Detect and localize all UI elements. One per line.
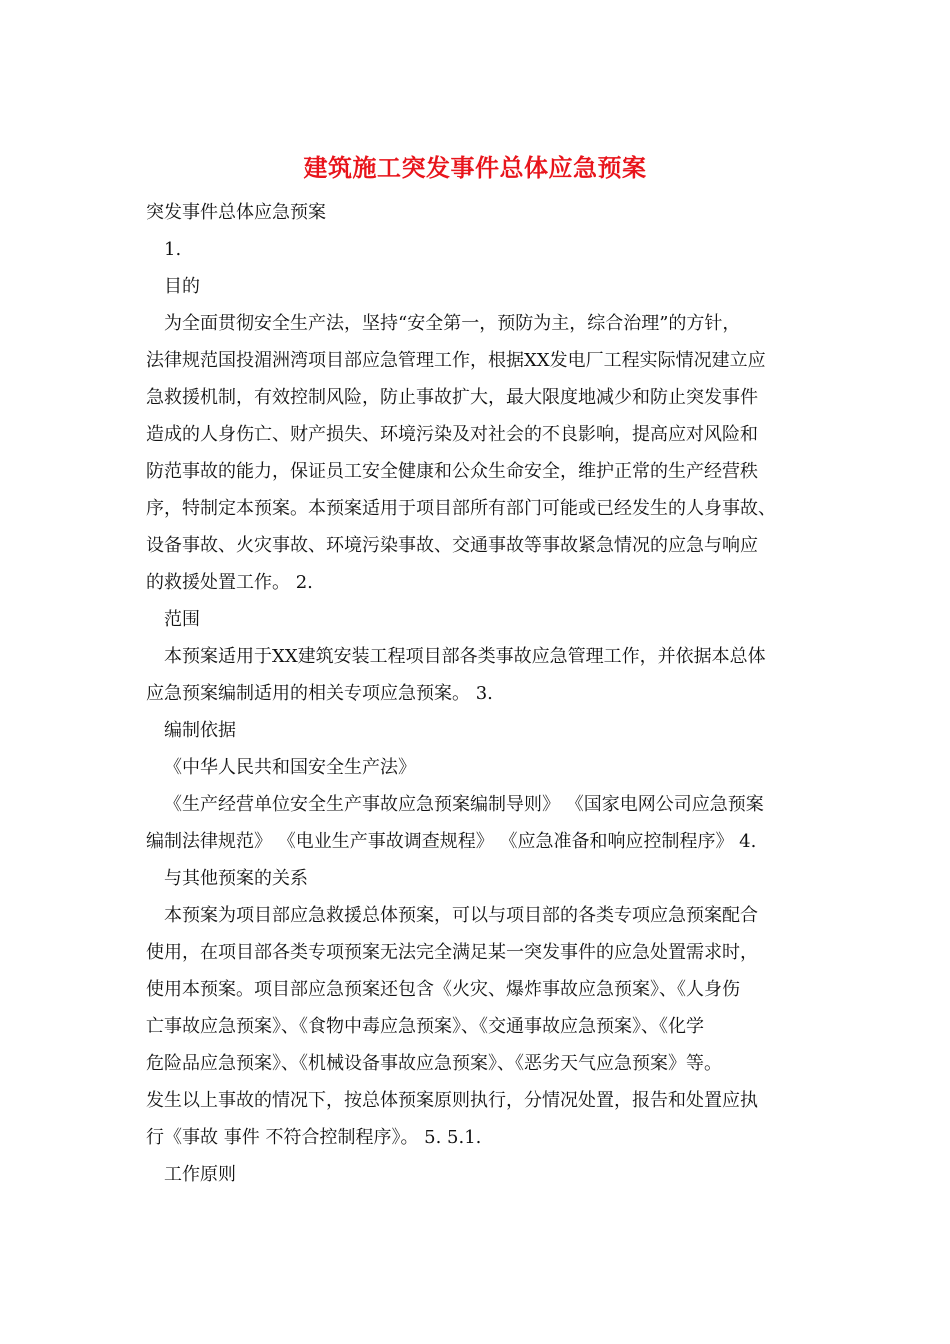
paragraph-line: 本预案为项目部应急救援总体预案，可以与项目部的各类专项应急预案配合 [164, 905, 758, 926]
paragraph-line: 急救援机制，有效控制风险，防止事故扩大，最大限度地减少和防止突发事件 [146, 387, 758, 408]
section-heading: 工作原则 [164, 1164, 236, 1185]
document-title: 建筑施工突发事件总体应急预案 [303, 153, 647, 182]
paragraph-line: 《生产经营单位安全生产事故应急预案编制导则》 《国家电网公司应急预案 [164, 794, 764, 815]
paragraph-line: 使用，在项目部各类专项预案无法完全满足某一突发事件的应急处置需求时， [146, 942, 758, 963]
text-line: 突发事件总体应急预案 [146, 202, 326, 223]
paragraph-line: 行《事故 事件 不符合控制程序》。 5. 5.1. [146, 1127, 482, 1148]
section-heading: 编制依据 [164, 720, 236, 741]
document-body [146, 194, 811, 1193]
paragraph-line: 序，特制定本预案。本预案适用于项目部所有部门可能或已经发生的人身事故、 [146, 498, 776, 519]
paragraph-line: 编制法律规范》 《电业生产事故调查规程》 《应急准备和响应控制程序》 4. [146, 831, 757, 852]
paragraph-line: 《中华人民共和国安全生产法》 [164, 757, 416, 778]
paragraph-line: 发生以上事故的情况下，按总体预案原则执行，分情况处置，报告和处置应执 [146, 1090, 758, 1111]
paragraph-line: 应急预案编制适用的相关专项应急预案。 3. [146, 683, 493, 704]
section-heading: 范围 [164, 609, 200, 630]
paragraph-line: 亡事故应急预案》、《食物中毒应急预案》、《交通事故应急预案》、《化学 [146, 1016, 704, 1037]
paragraph-line: 法律规范国投湄洲湾项目部应急管理工作，根据XX发电厂工程实际情况建立应 [146, 350, 766, 371]
paragraph-line: 防范事故的能力，保证员工安全健康和公众生命安全，维护正常的生产经营秩 [146, 461, 758, 482]
paragraph-line: 的救援处置工作。 2. [146, 572, 313, 593]
section-number: 1. [164, 239, 182, 260]
paragraph-line: 造成的人身伤亡、财产损失、环境污染及对社会的不良影响，提高应对风险和 [146, 424, 758, 445]
paragraph-line: 使用本预案。项目部应急预案还包含《火灾、爆炸事故应急预案》、《人身伤 [146, 979, 740, 1000]
paragraph-line: 本预案适用于XX建筑安装工程项目部各类事故应急管理工作，并依据本总体 [164, 646, 766, 667]
paragraph-line: 为全面贯彻安全生产法，坚持“安全第一，预防为主，综合治理”的方针， [164, 313, 741, 334]
paragraph-line: 设备事故、火灾事故、环境污染事故、交通事故等事故紧急情况的应急与响应 [146, 535, 758, 556]
paragraph-line: 危险品应急预案》、《机械设备事故应急预案》、《恶劣天气应急预案》等。 [146, 1053, 722, 1074]
section-heading: 与其他预案的关系 [164, 868, 308, 889]
section-heading: 目的 [164, 276, 200, 297]
